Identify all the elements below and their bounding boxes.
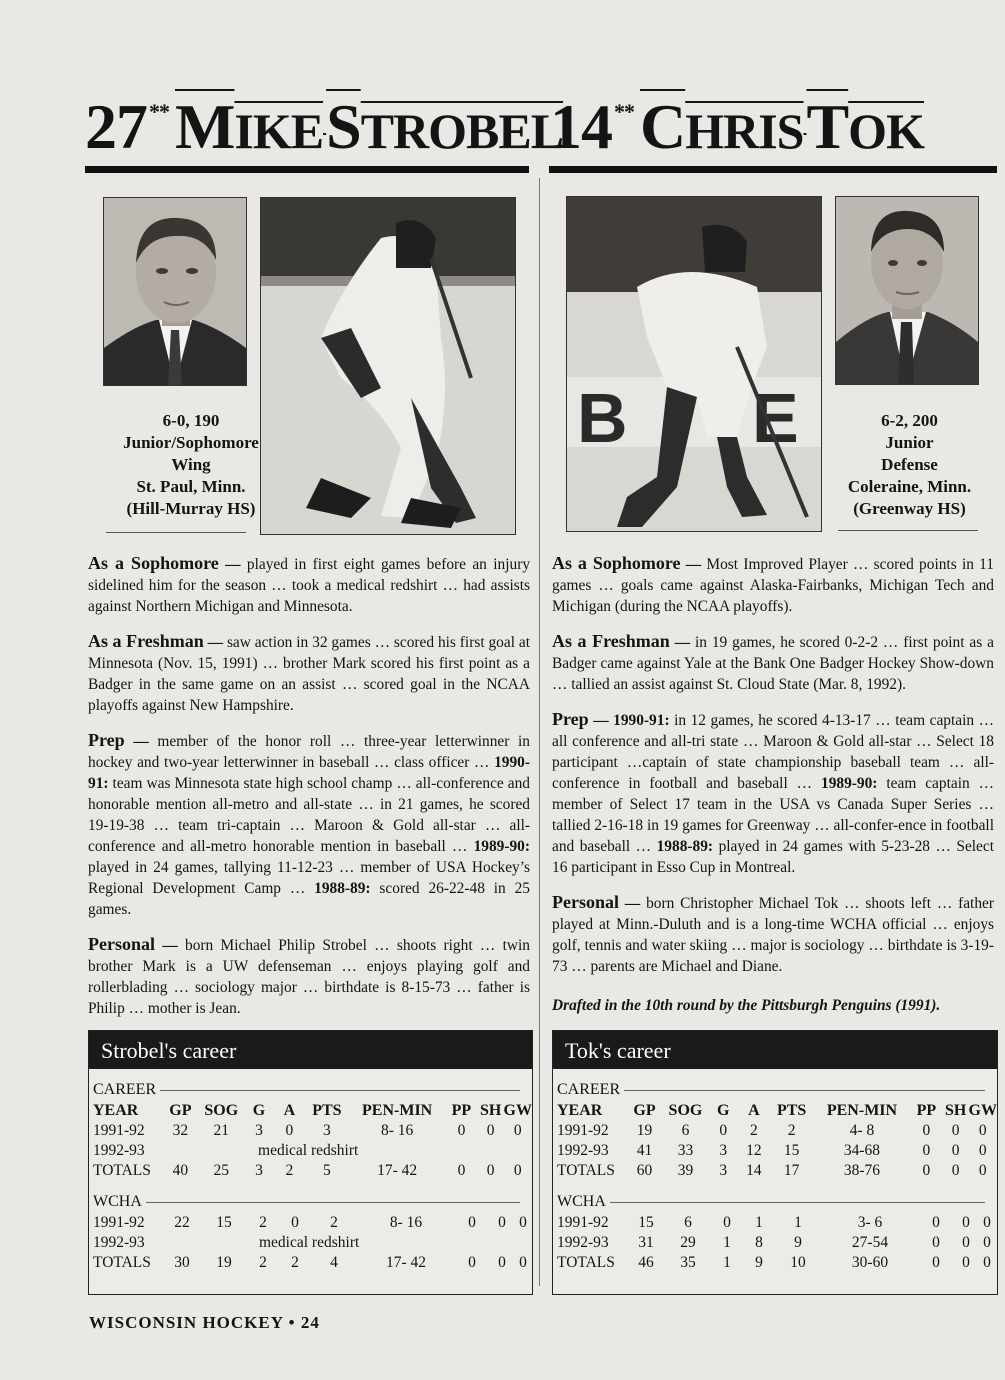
stats-row xyxy=(557,1253,995,1273)
stat-cell: TOTALS xyxy=(93,1162,151,1179)
stat-cell: 1 xyxy=(723,1254,731,1271)
stat-cell: 0 xyxy=(962,1254,970,1271)
stat-cell: 0 xyxy=(922,1162,931,1179)
letter-stars: ** xyxy=(149,99,169,124)
stats-row xyxy=(557,1233,995,1253)
bio-paragraph-freshman: As a Freshman — saw action in 32 games … scored his first goal at Minnesota (Nov. 15, 1991) … brother Mark scored his first point as a Badger in the same game on an assist … scored goal in the NCAA playoffs against New Hampshire. xyxy=(88,631,530,714)
jersey-number: 27 xyxy=(85,91,147,162)
stat-cell: 12 xyxy=(746,1142,762,1159)
stat-cell: 32 xyxy=(172,1122,189,1139)
stat-cell: 38-76 xyxy=(843,1162,881,1179)
stat-cell: 30 xyxy=(174,1254,190,1271)
bio-paragraph-personal: Personal — born Christopher Michael Tok … shoots left … father played at Minn.-Duluth and is a long-time WCHA official … enjoys golf, tennis and water skiing … major is sociology … birthdate is 3-19-73 … parents are Michael and Diane. xyxy=(552,892,994,975)
stat-cell: 0 xyxy=(983,1214,991,1231)
column-header: G xyxy=(717,1102,730,1119)
stat-cell: 29 xyxy=(680,1234,696,1251)
stat-note: medical redshirt xyxy=(258,1142,359,1159)
stat-cell: 0 xyxy=(932,1214,940,1231)
strobel-career-box xyxy=(88,1030,533,1295)
column-header: PP xyxy=(451,1102,472,1119)
header-rule-right xyxy=(549,166,997,173)
stat-cell: 33 xyxy=(677,1142,694,1159)
strobel-headshot-photo xyxy=(103,197,247,386)
stat-cell: 35 xyxy=(680,1254,696,1271)
stat-cell: 2 xyxy=(285,1162,294,1179)
stat-cell: 1 xyxy=(755,1214,763,1231)
tok-headshot-photo xyxy=(835,196,979,385)
stat-cell: 15 xyxy=(783,1142,800,1159)
tok-bio xyxy=(552,553,994,1030)
stat-cell: 17- 42 xyxy=(377,1162,418,1179)
stats-header-row xyxy=(557,1101,997,1121)
stat-cell: 14 xyxy=(746,1162,762,1179)
stat-cell: 4 xyxy=(330,1254,338,1271)
stat-cell: 6 xyxy=(684,1214,692,1231)
svg-text:E: E xyxy=(752,379,799,457)
stat-cell: 2 xyxy=(291,1254,299,1271)
stat-cell: 0 xyxy=(457,1162,466,1179)
stat-cell: 0 xyxy=(498,1214,506,1231)
stat-cell: 0 xyxy=(486,1122,495,1139)
stat-cell: 3 xyxy=(323,1122,331,1139)
stat-cell: 5 xyxy=(323,1162,331,1179)
page-footer: WISCONSIN HOCKEY • 24 xyxy=(89,1313,320,1332)
stats-row xyxy=(557,1161,997,1181)
stat-cell: 34-68 xyxy=(843,1142,881,1159)
stat-cell: 8- 16 xyxy=(380,1122,414,1139)
stat-cell: 2 xyxy=(787,1122,796,1139)
stat-cell: 0 xyxy=(978,1122,987,1139)
stat-cell: 1 xyxy=(723,1234,731,1251)
stat-cell: 15 xyxy=(638,1214,654,1231)
strobel-bio xyxy=(88,553,530,1033)
stat-cell: 0 xyxy=(951,1122,960,1139)
stat-cell: 21 xyxy=(213,1122,230,1139)
wcha-section-label: WCHA xyxy=(557,1191,997,1213)
stat-cell: 1992-93 xyxy=(557,1234,609,1251)
stat-cell: 25 xyxy=(213,1162,230,1179)
stat-cell: 31 xyxy=(638,1234,654,1251)
stat-cell: 0 xyxy=(519,1254,527,1271)
stat-cell: 27-54 xyxy=(851,1234,889,1251)
stat-cell: 4- 8 xyxy=(849,1122,875,1139)
strobel-vitals: 6-0, 190 Junior/Sophomore Wing St. Paul, Minn. (Hill-Murray HS) xyxy=(123,411,259,518)
column-header: A xyxy=(748,1102,760,1119)
stat-cell: 19 xyxy=(216,1254,232,1271)
career-box-title: Tok's career xyxy=(553,1031,997,1069)
stat-cell: 17 xyxy=(783,1162,800,1179)
stat-cell: 0 xyxy=(486,1162,495,1179)
career-stats-table xyxy=(557,1101,997,1181)
stat-cell: 0 xyxy=(978,1142,987,1159)
stat-cell: 41 xyxy=(636,1142,653,1159)
stat-cell: 0 xyxy=(983,1234,991,1251)
strobel-name-header: 27**MIKE STROBEL xyxy=(85,91,564,162)
column-header: SOG xyxy=(204,1102,239,1119)
stat-cell: 0 xyxy=(962,1214,970,1231)
stat-cell: 8 xyxy=(755,1234,763,1251)
stats-row xyxy=(557,1121,997,1141)
stat-cell: 0 xyxy=(519,1214,527,1231)
stats-row xyxy=(93,1121,532,1141)
stat-cell: 1992-93 xyxy=(93,1234,145,1251)
stat-cell: 0 xyxy=(962,1234,970,1251)
stat-cell: 0 xyxy=(932,1234,940,1251)
wcha-stats-table xyxy=(93,1213,531,1273)
wcha-section-label: WCHA xyxy=(93,1191,532,1213)
tok-name-header: 14**CHRIS TOK xyxy=(550,91,924,162)
column-header: PTS xyxy=(776,1102,807,1119)
stat-cell: 0 xyxy=(951,1162,960,1179)
stats-row xyxy=(93,1141,532,1161)
column-header: GW xyxy=(968,1102,997,1119)
career-stats-table xyxy=(93,1101,532,1181)
bio-paragraph-personal: Personal — born Michael Philip Strobel … shoots right … twin brother Mark is a UW defenseman … enjoys playing golf and rollerblading … sociology major … birthdate is 8-15-73 … father is Philip … mother is Jean. xyxy=(88,934,530,1017)
stat-cell: 0 xyxy=(468,1214,476,1231)
stat-cell: 0 xyxy=(922,1122,931,1139)
stat-cell: 10 xyxy=(790,1254,806,1271)
stat-cell: 15 xyxy=(216,1214,232,1231)
stat-cell: 46 xyxy=(638,1254,654,1271)
header-rule-left xyxy=(85,166,529,173)
stat-cell: 0 xyxy=(719,1122,728,1139)
bio-paragraph-prep: Prep — 1990-91: in 12 games, he scored 4-13-17 … team captain … all conference and all-tri state … Maroon & Gold all-star … Select 18 participant …captain of state championship baseball team … all-conference in football and baseball … 1989-90: team captain … member of Select 17 team in the USA vs Canada Super Series … tallied 2-16-18 in 19 games for Greenway … all-confer-ence in football and baseball … 1988-89: played in 24 games with 5-23-28 … Select 16 participant in Esso Cup in Montreal. xyxy=(552,709,994,876)
tok-vitals: 6-2, 200 Junior Defense Coleraine, Minn. (Greenway HS) xyxy=(847,411,972,518)
stat-cell: 0 xyxy=(285,1122,294,1139)
column-header: PP xyxy=(916,1102,937,1119)
column-header: SH xyxy=(480,1102,502,1119)
stat-cell: 2 xyxy=(259,1254,267,1271)
stat-cell: 1991-92 xyxy=(93,1214,145,1231)
stat-cell: 3 xyxy=(719,1142,728,1159)
stat-cell: 0 xyxy=(932,1254,940,1271)
career-section-label: CAREER xyxy=(93,1079,532,1101)
stat-cell: 40 xyxy=(172,1162,189,1179)
stat-cell: 0 xyxy=(457,1122,466,1139)
stat-cell: TOTALS xyxy=(557,1254,615,1271)
stat-cell: 0 xyxy=(498,1254,506,1271)
stats-row xyxy=(93,1253,531,1273)
stat-cell: 9 xyxy=(755,1254,763,1271)
stat-cell: 3 xyxy=(255,1162,263,1179)
stat-cell: 2 xyxy=(259,1214,267,1231)
column-header: PTS xyxy=(312,1102,342,1119)
stat-cell: 0 xyxy=(983,1254,991,1271)
column-header: PEN-MIN xyxy=(362,1102,433,1119)
stat-cell: 39 xyxy=(677,1162,694,1179)
stat-cell: 60 xyxy=(636,1162,653,1179)
vitals-rule xyxy=(106,532,246,533)
strobel-action-photo xyxy=(260,197,516,535)
svg-text:B: B xyxy=(577,379,628,457)
stat-cell: 0 xyxy=(922,1142,931,1159)
draft-note: Drafted in the 10th round by the Pittsburgh Penguins (1991). xyxy=(552,997,941,1014)
stat-note: medical redshirt xyxy=(259,1234,360,1251)
stat-cell: 1 xyxy=(794,1214,802,1231)
stat-cell: 0 xyxy=(951,1142,960,1159)
stats-header-row xyxy=(93,1101,532,1121)
stat-cell: 8- 16 xyxy=(389,1214,423,1231)
column-header: G xyxy=(252,1102,266,1119)
column-header: A xyxy=(283,1102,296,1119)
stat-cell: 0 xyxy=(291,1214,299,1231)
bio-paragraph-prep: Prep — member of the honor roll … three-year letterwinner in hockey and two-year letterwinner in baseball … class officer … 1990-91: team was Minnesota state high school champ … all-conference and honorable mention all-metro and all-state … in 21 games, he scored 19-19-38 … team tri-captain … Maroon & Gold all-star … all-conference and all-metro honorable mention in baseball … 1989-90: played in 24 games, tallying 11-12-23 … member of USA Hockey’s Regional Development Camp … 1988-89: scored 26-22-48 in 25 games. xyxy=(88,730,530,918)
stat-cell: 0 xyxy=(513,1122,522,1139)
column-header: GP xyxy=(169,1102,192,1119)
column-header: GP xyxy=(633,1102,656,1119)
stat-cell: 0 xyxy=(468,1254,476,1271)
stats-row xyxy=(557,1141,997,1161)
column-header: YEAR xyxy=(557,1102,603,1119)
stats-row xyxy=(93,1233,531,1253)
stat-cell: 6 xyxy=(681,1122,690,1139)
stat-cell: 0 xyxy=(978,1162,987,1179)
column-header: SH xyxy=(944,1102,967,1119)
stat-cell: 17- 42 xyxy=(385,1254,427,1271)
stat-cell: 22 xyxy=(174,1214,190,1231)
stat-cell: 1991-92 xyxy=(557,1122,609,1139)
stat-cell: 1992-93 xyxy=(93,1142,145,1159)
stat-cell: 0 xyxy=(723,1214,731,1231)
column-divider xyxy=(539,178,540,1286)
column-header: GW xyxy=(503,1102,532,1119)
stat-cell: TOTALS xyxy=(93,1254,151,1271)
column-header: PEN-MIN xyxy=(826,1102,898,1119)
stat-cell: 19 xyxy=(636,1122,653,1139)
bio-paragraph-sophomore: As a Sophomore — Most Improved Player … scored points in 11 games … goals came against Alaska-Fairbanks, Michigan Tech and Michigan (during the NCAA playoffs). xyxy=(552,553,994,615)
stats-row xyxy=(93,1161,532,1181)
stat-cell: 2 xyxy=(330,1214,338,1231)
wcha-stats-table xyxy=(557,1213,995,1273)
stat-cell: TOTALS xyxy=(557,1162,615,1179)
tok-action-photo xyxy=(566,196,822,532)
stat-cell: 3 xyxy=(255,1122,263,1139)
vitals-rule xyxy=(838,530,978,531)
bio-paragraph-sophomore: As a Sophomore — played in first eight games before an injury sidelined him for the season … took a medical redshirt … had assists against Northern Michigan and Minnesota. xyxy=(88,553,531,615)
stat-cell: 30-60 xyxy=(851,1254,889,1271)
letter-stars: ** xyxy=(614,99,634,124)
stat-cell: 1991-92 xyxy=(93,1122,145,1139)
stat-cell: 1992-93 xyxy=(557,1142,609,1159)
column-header: YEAR xyxy=(93,1102,139,1119)
stat-cell: 9 xyxy=(794,1234,802,1251)
stats-row xyxy=(557,1213,995,1233)
stats-row xyxy=(93,1213,531,1233)
bio-paragraph-freshman: As a Freshman — in 19 games, he scored 0-2-2 … first point as a Badger came against Yale at the Bank One Badger Hockey Show-down … tallied an assist against St. Cloud State (Mar. 8, 1992). xyxy=(552,631,994,693)
jersey-number: 14 xyxy=(550,91,612,162)
stat-cell: 1991-92 xyxy=(557,1214,609,1231)
stat-cell: 3 xyxy=(719,1162,728,1179)
career-section-label: CAREER xyxy=(557,1079,997,1101)
stat-cell: 2 xyxy=(750,1122,758,1139)
stat-cell: 0 xyxy=(513,1162,522,1179)
career-box-title: Strobel's career xyxy=(89,1031,532,1069)
column-header: SOG xyxy=(668,1102,703,1119)
tok-career-box xyxy=(552,1030,998,1295)
stat-cell: 3- 6 xyxy=(857,1214,883,1231)
